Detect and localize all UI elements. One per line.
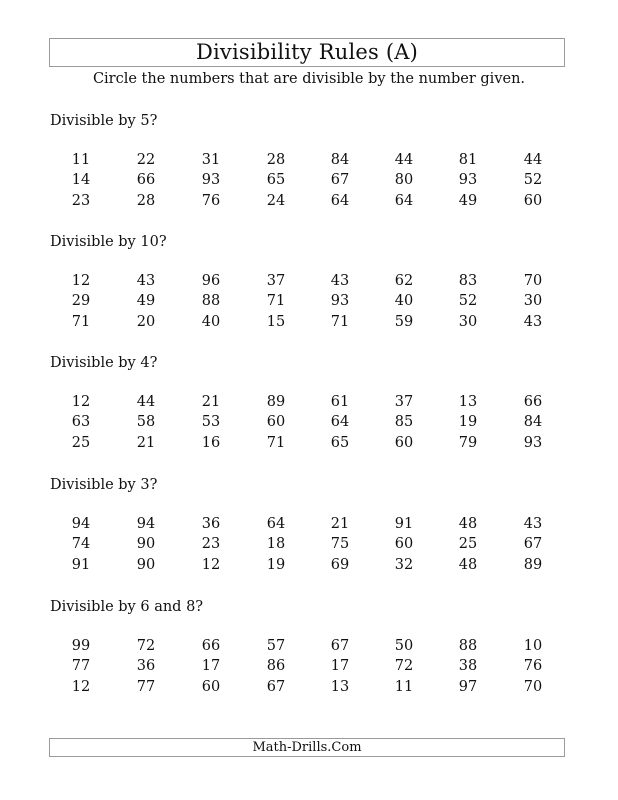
number-cell[interactable]: 69 [330, 556, 350, 573]
number-row [50, 677, 570, 697]
number-cell[interactable]: 75 [330, 536, 350, 553]
number-cell[interactable]: 64 [330, 414, 350, 431]
number-row [50, 433, 570, 453]
number-cell[interactable]: 48 [458, 516, 478, 532]
number-cell[interactable]: 60 [266, 414, 286, 431]
number-row [50, 534, 570, 554]
number-cell[interactable]: 71 [71, 313, 91, 330]
number-cell[interactable]: 72 [136, 638, 156, 654]
number-cell[interactable]: 11 [71, 152, 91, 168]
section-heading: Divisible by 6 and 8? [50, 599, 204, 615]
number-cell[interactable]: 70 [523, 273, 543, 289]
number-cell[interactable]: 25 [71, 434, 91, 451]
number-cell[interactable]: 76 [201, 192, 221, 209]
number-cell[interactable]: 67 [523, 536, 543, 553]
number-cell[interactable]: 91 [71, 556, 91, 573]
number-cell[interactable]: 12 [71, 394, 91, 410]
number-cell[interactable]: 88 [458, 638, 478, 654]
number-cell[interactable]: 44 [394, 152, 414, 168]
number-cell[interactable]: 44 [523, 152, 543, 168]
number-cell[interactable]: 23 [201, 536, 221, 553]
number-cell[interactable]: 21 [201, 394, 221, 410]
number-cell[interactable]: 61 [330, 394, 350, 410]
number-cell[interactable]: 90 [136, 536, 156, 553]
number-row [50, 412, 570, 432]
number-cell[interactable]: 53 [201, 414, 221, 431]
number-cell[interactable]: 28 [266, 152, 286, 168]
number-cell[interactable]: 37 [266, 273, 286, 289]
problem-section [50, 233, 570, 330]
number-cell[interactable]: 28 [136, 192, 156, 209]
number-cell[interactable]: 16 [201, 434, 221, 451]
number-cell[interactable]: 36 [136, 658, 156, 675]
number-cell[interactable]: 71 [266, 434, 286, 451]
number-cell[interactable]: 65 [330, 434, 350, 451]
number-cell[interactable]: 63 [71, 414, 91, 431]
number-cell[interactable]: 50 [394, 638, 414, 654]
section-heading: Divisible by 5? [50, 113, 158, 129]
number-cell[interactable]: 32 [394, 556, 414, 573]
number-cell[interactable]: 70 [523, 678, 543, 695]
number-cell[interactable]: 31 [201, 152, 221, 168]
number-cell[interactable]: 30 [523, 293, 543, 310]
number-cell[interactable]: 67 [266, 678, 286, 695]
number-cell[interactable]: 36 [201, 516, 221, 532]
number-grid [50, 150, 570, 211]
instructions: Circle the numbers that are divisible by the number given. [92, 71, 526, 87]
number-cell[interactable]: 49 [136, 293, 156, 310]
number-row [50, 656, 570, 676]
number-cell[interactable]: 64 [266, 516, 286, 532]
number-cell[interactable]: 89 [523, 556, 543, 573]
number-cell[interactable]: 37 [394, 394, 414, 410]
number-cell[interactable]: 93 [201, 172, 221, 189]
number-cell[interactable]: 17 [201, 658, 221, 675]
number-cell[interactable]: 71 [266, 293, 286, 310]
problem-section [50, 112, 570, 209]
number-cell[interactable]: 19 [458, 414, 478, 431]
number-cell[interactable]: 24 [266, 192, 286, 209]
number-cell[interactable]: 43 [330, 273, 350, 289]
number-cell[interactable]: 93 [458, 172, 478, 189]
number-cell[interactable]: 67 [330, 172, 350, 189]
number-row [50, 150, 570, 170]
problem-section [50, 598, 570, 695]
number-cell[interactable]: 94 [136, 516, 156, 532]
number-row [50, 271, 570, 291]
number-cell[interactable]: 12 [71, 678, 91, 695]
number-cell[interactable]: 84 [330, 152, 350, 168]
number-cell[interactable]: 84 [523, 414, 543, 431]
section-heading: Divisible by 3? [50, 477, 158, 493]
section-heading: Divisible by 4? [50, 355, 158, 371]
number-cell[interactable]: 48 [458, 556, 478, 573]
number-cell[interactable]: 93 [523, 434, 543, 451]
number-cell[interactable]: 76 [523, 658, 543, 675]
number-cell[interactable]: 89 [266, 394, 286, 410]
number-cell[interactable]: 60 [394, 536, 414, 553]
number-grid [50, 514, 570, 575]
number-cell[interactable]: 60 [201, 678, 221, 695]
number-cell[interactable]: 13 [458, 394, 478, 410]
number-cell[interactable]: 60 [523, 192, 543, 209]
number-cell[interactable]: 57 [266, 638, 286, 654]
number-cell[interactable]: 64 [394, 192, 414, 209]
number-cell[interactable]: 83 [458, 273, 478, 289]
number-cell[interactable]: 94 [71, 516, 91, 532]
number-cell[interactable]: 22 [136, 152, 156, 168]
number-row [50, 555, 570, 575]
number-cell[interactable]: 96 [201, 273, 221, 289]
number-cell[interactable]: 74 [71, 536, 91, 553]
number-row [50, 514, 570, 534]
number-cell[interactable]: 86 [266, 658, 286, 675]
number-cell[interactable]: 97 [458, 678, 478, 695]
number-grid [50, 271, 570, 332]
number-cell[interactable]: 62 [394, 273, 414, 289]
number-cell[interactable]: 85 [394, 414, 414, 431]
number-cell[interactable]: 93 [330, 293, 350, 310]
number-cell[interactable]: 66 [136, 172, 156, 189]
problem-section [50, 354, 570, 451]
number-cell[interactable]: 79 [458, 434, 478, 451]
number-cell[interactable]: 20 [136, 313, 156, 330]
number-cell[interactable]: 12 [201, 556, 221, 573]
title-box [49, 38, 565, 67]
number-row [50, 170, 570, 190]
number-grid [50, 636, 570, 697]
number-cell[interactable]: 30 [458, 313, 478, 330]
number-row [50, 291, 570, 311]
number-cell[interactable]: 12 [71, 273, 91, 289]
number-cell[interactable]: 40 [201, 313, 221, 330]
number-cell[interactable]: 43 [523, 516, 543, 532]
number-cell[interactable]: 49 [458, 192, 478, 209]
problem-section [50, 476, 570, 573]
section-heading: Divisible by 10? [50, 234, 167, 250]
number-cell[interactable]: 38 [458, 658, 478, 675]
number-cell[interactable]: 67 [330, 638, 350, 654]
number-cell[interactable]: 72 [394, 658, 414, 675]
number-cell[interactable]: 29 [71, 293, 91, 310]
number-cell[interactable]: 81 [458, 152, 478, 168]
number-grid [50, 392, 570, 453]
number-row [50, 392, 570, 412]
number-cell[interactable]: 99 [71, 638, 91, 654]
number-cell[interactable]: 19 [266, 556, 286, 573]
number-cell[interactable]: 43 [136, 273, 156, 289]
number-cell[interactable]: 15 [266, 313, 286, 330]
number-cell[interactable]: 64 [330, 192, 350, 209]
number-cell[interactable]: 71 [330, 313, 350, 330]
footer-text: Math-Drills.Com [252, 740, 362, 755]
number-cell[interactable]: 91 [394, 516, 414, 532]
number-cell[interactable]: 80 [394, 172, 414, 189]
number-cell[interactable]: 44 [136, 394, 156, 410]
number-row [50, 312, 570, 332]
number-cell[interactable]: 14 [71, 172, 91, 189]
number-cell[interactable]: 25 [458, 536, 478, 553]
footer-box [49, 738, 565, 757]
number-cell[interactable]: 18 [266, 536, 286, 553]
number-cell[interactable]: 43 [523, 313, 543, 330]
number-row [50, 191, 570, 211]
number-cell[interactable]: 21 [136, 434, 156, 451]
number-cell[interactable]: 52 [523, 172, 543, 189]
number-cell[interactable]: 77 [136, 678, 156, 695]
number-cell[interactable]: 66 [201, 638, 221, 654]
number-cell[interactable]: 52 [458, 293, 478, 310]
number-cell[interactable]: 60 [394, 434, 414, 451]
number-cell[interactable]: 90 [136, 556, 156, 573]
number-cell[interactable]: 88 [201, 293, 221, 310]
number-row [50, 636, 570, 656]
number-cell[interactable]: 23 [71, 192, 91, 209]
page-title: Divisibility Rules (A) [195, 40, 419, 64]
number-cell[interactable]: 65 [266, 172, 286, 189]
number-cell[interactable]: 40 [394, 293, 414, 310]
number-cell[interactable]: 11 [394, 678, 414, 695]
number-cell[interactable]: 10 [523, 638, 543, 654]
number-cell[interactable]: 13 [330, 678, 350, 695]
number-cell[interactable]: 21 [330, 516, 350, 532]
number-cell[interactable]: 58 [136, 414, 156, 431]
number-cell[interactable]: 66 [523, 394, 543, 410]
number-cell[interactable]: 77 [71, 658, 91, 675]
number-cell[interactable]: 17 [330, 658, 350, 675]
number-cell[interactable]: 59 [394, 313, 414, 330]
